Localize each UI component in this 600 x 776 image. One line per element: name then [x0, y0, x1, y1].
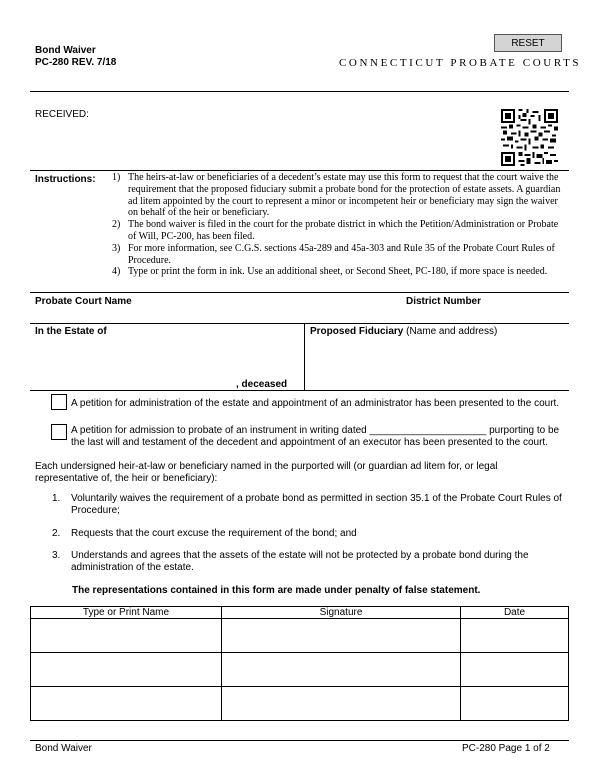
name-cell[interactable] — [31, 653, 222, 687]
district-number-field[interactable] — [400, 308, 568, 322]
form-title: Bond Waiver — [35, 45, 96, 56]
proposed-fiduciary-label: Proposed Fiduciary (Name and address) — [310, 326, 498, 337]
heir-statement: Each undersigned heir-at-law or beneficiary named in the purported will (or guardian ad litem for, or legal representative of, the heir or beneficiary): — [35, 461, 498, 484]
footer-left: Bond Waiver — [35, 743, 92, 754]
proposed-fiduciary-field[interactable] — [310, 340, 565, 386]
administration-text: A petition for administration of the estate and appointment of an administrator has been presented to the court. — [71, 398, 560, 409]
date-cell[interactable] — [461, 653, 569, 687]
probate-court-name-label: Probate Court Name — [35, 296, 132, 307]
table-row — [31, 619, 569, 653]
probate-checkbox[interactable] — [51, 424, 67, 440]
footer-right: PC-280 Page 1 of 2 — [462, 743, 550, 754]
form-number: PC-280 REV. 7/18 — [35, 57, 117, 68]
name-cell[interactable] — [31, 687, 222, 721]
instructions-divider — [30, 292, 569, 293]
column-header: Type or Print Name — [31, 607, 222, 619]
footer-divider — [30, 740, 569, 741]
probate-court-name-field[interactable] — [30, 308, 390, 322]
estate-fiduciary-divider — [304, 323, 305, 390]
table-row — [31, 653, 569, 687]
reset-button[interactable]: RESET — [494, 34, 562, 52]
probate-text-line1: A petition for admission to probate of an instrument in writing dated _____________________ purporting to be — [71, 425, 560, 436]
instruction-item: 2) The bond waiver is filed in the court for the probate district in which the Petition/Administration or Probate of Will, PC-200, has been filed. — [112, 219, 559, 242]
signature-table — [30, 606, 569, 721]
header-divider — [30, 91, 569, 92]
instruction-item: 1) The heirs-at-law or beneficiaries of a decedent’s estate may use this form to request that the court waive the requirement that the proposed fiduciary submit a probate bond for the protection of estate assets. A guardian ad litem appointed by the court to represent a minor or incompetent heir or beneficiary may sign the waiver on behalf of the heir or beneficiary. — [112, 172, 561, 219]
probate-text-line2: the last will and testament of the decedent and appointment of an executor has been presented to the court. — [71, 437, 548, 448]
table-row — [31, 687, 569, 721]
court-name: CONNECTICUT PROBATE COURTS — [339, 57, 582, 69]
column-header: Date — [461, 607, 569, 619]
administration-checkbox[interactable] — [51, 394, 67, 410]
date-cell[interactable] — [461, 687, 569, 721]
deceased-label: , deceased — [236, 379, 288, 390]
signature-cell[interactable] — [222, 687, 461, 721]
will-date-field[interactable] — [339, 423, 461, 435]
estate-of-field[interactable] — [34, 340, 300, 376]
penalty-statement: The representations contained in this form are made under penalty of false statement. — [72, 585, 481, 596]
qr-code-icon — [501, 109, 558, 166]
instructions-list — [112, 172, 564, 278]
estate-divider — [30, 390, 569, 391]
received-divider — [30, 170, 569, 171]
estate-of-label: In the Estate of — [35, 326, 107, 337]
table-header-row — [31, 607, 569, 619]
date-cell[interactable] — [461, 619, 569, 653]
signature-cell[interactable] — [222, 653, 461, 687]
instruction-item: 4) Type or print the form in ink. Use an additional sheet, or Second Sheet, PC-180, if more space is needed. — [112, 266, 548, 278]
instructions-label: Instructions: — [35, 174, 96, 185]
signature-cell[interactable] — [222, 619, 461, 653]
received-label: RECEIVED: — [35, 109, 89, 120]
instruction-item: 3) For more information, see C.G.S. sections 45a-289 and 45a-303 and Rule 35 of the Probate Court Rules of Procedure. — [112, 242, 555, 266]
district-number-label: District Number — [406, 296, 482, 307]
name-cell[interactable] — [31, 619, 222, 653]
court-divider — [30, 323, 569, 324]
column-header: Signature — [222, 607, 461, 619]
